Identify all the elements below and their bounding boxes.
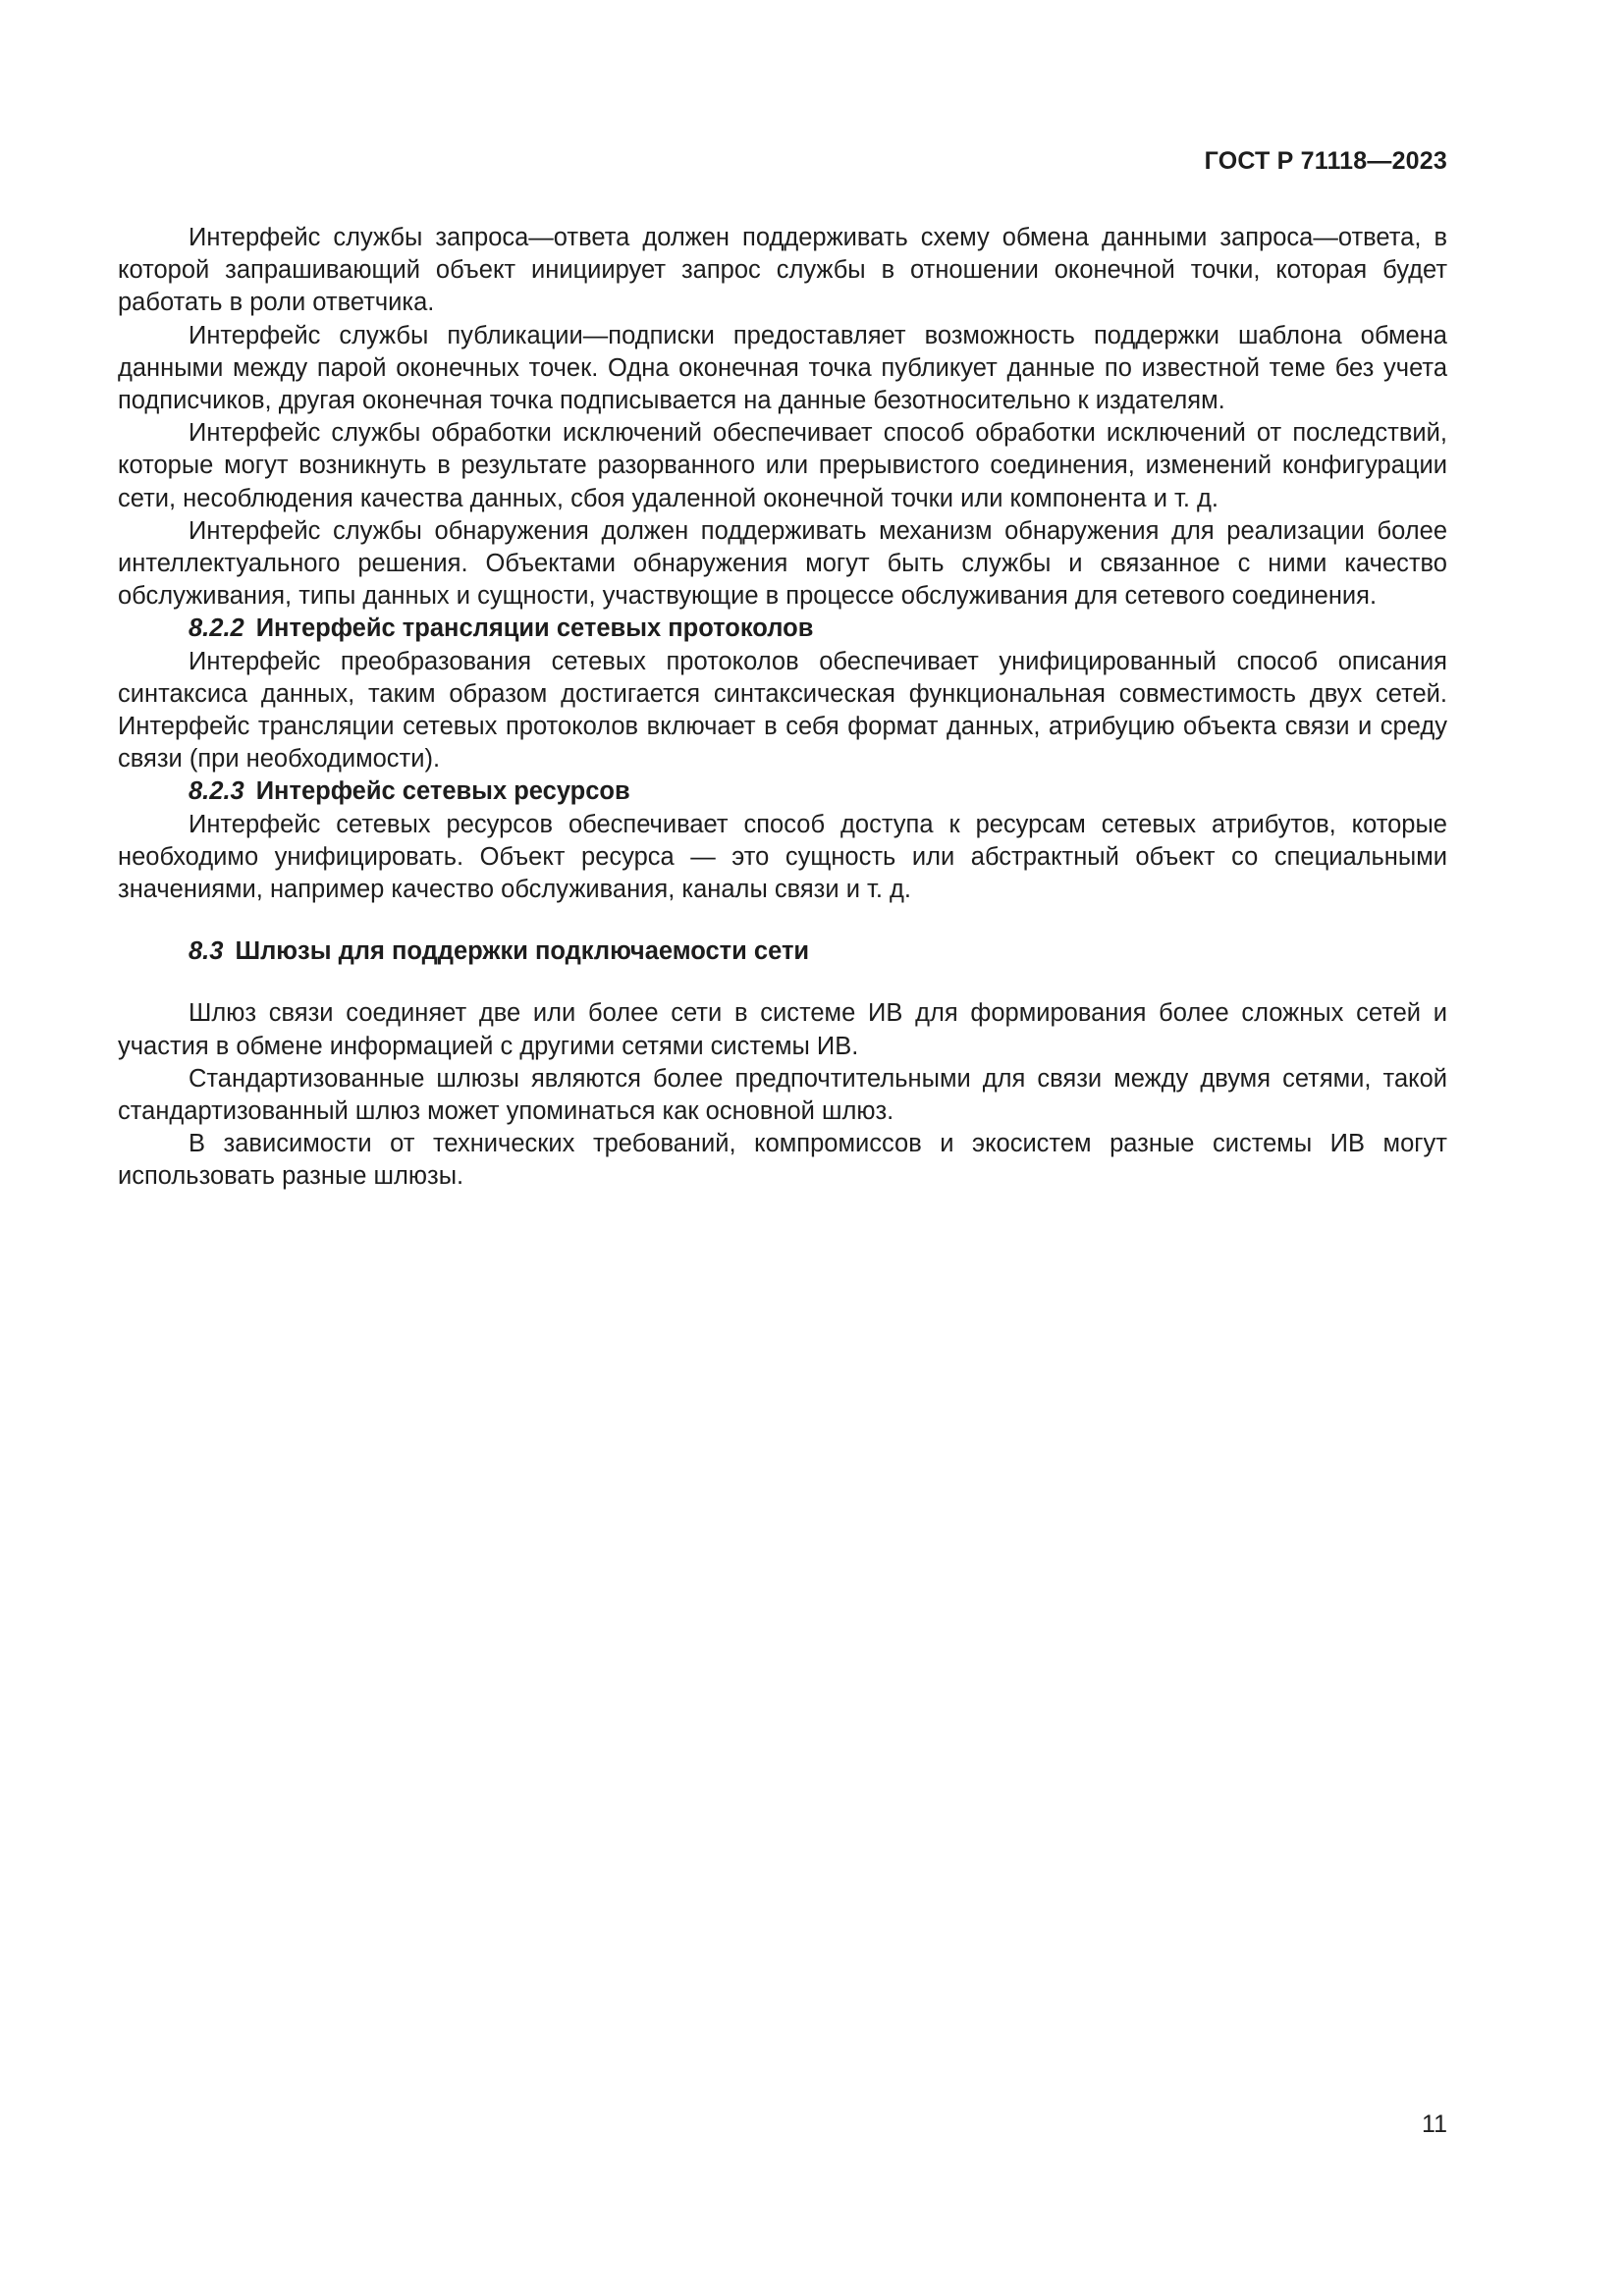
paragraph-discovery: Интерфейс службы обнаружения должен поддерживать механизм обнаружения для реализации более интеллектуального решения. Объектами обнаружения могут быть службы и связанное с ними качество обслуживания, типы данных и сущности, участвующие в процессе обслуживания для сетевого соединения. — [118, 516, 1447, 611]
paragraph-publish-subscribe: Интерфейс службы публикации—подписки предоставляет возможность поддержки шаблона обмена данными между парой оконечных точек. Одна оконечная точка публикует данные по известной теме без учета подписчиков, другая оконечная точка подписывается на данные безотносительно к издателям. — [118, 321, 1447, 415]
document-header-standard: ГОСТ Р 71118—2023 — [1204, 147, 1447, 175]
heading-8-3 — [118, 935, 1447, 968]
paragraph-network-resources: Интерфейс сетевых ресурсов обеспечивает способ доступа к ресурсам сетевых атрибутов, которые необходимо унифицировать. Объект ресурса — это сущность или абстрактный объект со специальными значениями, например качество обслуживания, каналы связи и т. д. — [118, 810, 1447, 904]
heading-8-2-3-number: 8.2.3 — [189, 777, 244, 806]
paragraph-exception-handling: Интерфейс службы обработки исключений обеспечивает способ обработки исключений от последствий, которые могут возникнуть в результате разорванного или прерывистого соединения, изменений конфигурации сети, несоблюдения качества данных, сбоя удаленной оконечной точки или компонента и т. д. — [118, 419, 1447, 512]
heading-8-3-number: 8.3 — [189, 937, 224, 966]
heading-8-2-2-title: Интерфейс трансляции сетевых протоколов — [255, 614, 814, 643]
paragraph-gateway-connects: Шлюз связи соединяет две или более сети в системе ИВ для формирования более сложных сетей и участия в обмене информацией с другими сетями системы ИВ. — [118, 999, 1447, 1060]
heading-8-2-2-number: 8.2.2 — [189, 614, 244, 643]
paragraph-protocol-translation: Интерфейс преобразования сетевых протоколов обеспечивает унифицированный способ описания синтаксиса данных, таким образом достигается синтаксическая функциональная совместимость двух сетей. Интерфейс трансляции сетевых протоколов включает в себя формат данных, атрибуцию объекта связи и среду связи (при необходимости). — [118, 647, 1447, 774]
paragraph-different-gateways: В зависимости от технических требований, компромиссов и экосистем разные системы ИВ могут использовать разные шлюзы. — [118, 1130, 1447, 1191]
paragraph-standardized-gateways: Стандартизованные шлюзы являются более предпочтительными для связи между двумя сетями, такой стандартизованный шлюз может упоминаться как основной шлюз. — [118, 1064, 1447, 1126]
heading-8-2-3-title: Интерфейс сетевых ресурсов — [255, 777, 630, 806]
heading-8-2-3 — [118, 775, 1447, 808]
heading-8-2-2 — [118, 613, 1447, 645]
page-number: 11 — [1422, 2110, 1447, 2138]
paragraph-request-response: Интерфейс службы запроса—ответа должен поддерживать схему обмена данными запроса—ответа, в которой запрашивающий объект инициирует запрос службы в отношении оконечной точки, которая будет работать в роли ответчика. — [118, 224, 1447, 317]
document-body — [118, 222, 1447, 1194]
heading-8-3-title: Шлюзы для поддержки подключаемости сети — [235, 937, 810, 966]
